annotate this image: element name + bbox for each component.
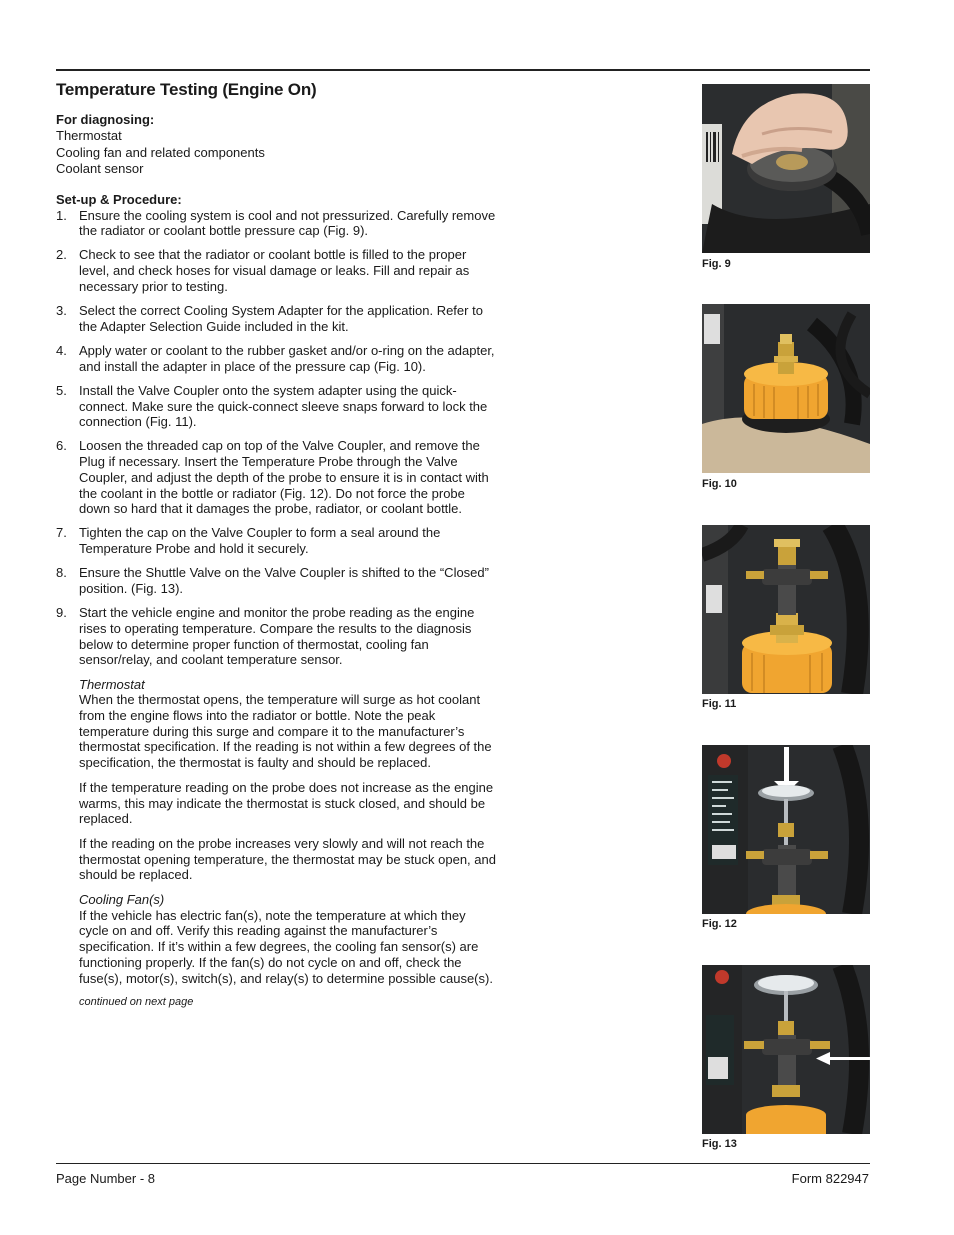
step-text: Tighten the cap on the Valve Coupler to form a seal around the Temperature Probe and hold it securely.: [79, 525, 441, 557]
top-rule: [56, 69, 870, 71]
figure-9-caption: Fig. 9: [702, 258, 731, 270]
cooling-fan-paragraph: [79, 892, 496, 986]
step-number: 5.: [56, 382, 67, 398]
diagnosing-item: Cooling fan and related components: [56, 144, 265, 160]
step-text: Loosen the threaded cap on top of the Valve Coupler, and remove the Plug if necessary. Insert the Temperature Probe through the Valve Coupler, and adjust the depth of the probe to ensure it is in contact with the coolant in the bottle or radiator (Fig. 12). Do not force the probe down so hard that it damages the probe, radiator, or coolant bottle.: [79, 438, 489, 517]
thermostat-paragraph: If the reading on the probe increases very slowly and will not reach the thermostat opening temperature, the thermostat may be stuck open, and should be replaced.: [79, 835, 496, 883]
procedure-step: [56, 438, 496, 517]
figure-13-caption: Fig. 13: [702, 1138, 737, 1150]
figure-13-photo: [702, 965, 870, 1134]
step-number: 9.: [56, 605, 67, 621]
figure-9-photo: [702, 84, 870, 253]
thermostat-section: [56, 677, 496, 1011]
step-text: Ensure the cooling system is cool and not pressurized. Carefully remove the radiator or coolant bottle pressure cap (Fig. 9).: [79, 207, 496, 239]
cooling-fan-text: If the vehicle has electric fan(s), note the temperature at which they cycle on and off. Verify this reading against the manufacturer’s specification. If it’s within a few degrees, the cooling fan sensor(s) are functioning properly. If the fan(s) do not cycle on and off, check the fuse(s), motor(s), switch(s), and relay(s) to determine possible cause(s).: [79, 907, 493, 986]
temperature-probe-photo: [702, 745, 870, 914]
step-number: 3.: [56, 303, 67, 319]
step-number: 1.: [56, 207, 67, 223]
procedure-step: [56, 303, 496, 334]
diagnosing-list: [56, 128, 496, 178]
procedure-step: [56, 605, 496, 668]
procedure-step: [56, 565, 496, 596]
diagnosing-item: Thermostat: [56, 128, 122, 143]
procedure-step: [56, 383, 496, 430]
step-text: Apply water or coolant to the rubber gasket and/or o-ring on the adapter, and install the adapter in place of the pressure cap (Fig. 10).: [79, 342, 495, 374]
step-number: 2.: [56, 247, 67, 263]
step-number: 4.: [56, 342, 67, 358]
step-text: Ensure the Shuttle Valve on the Valve Coupler is shifted to the “Closed” position. (Fig. 13).: [79, 565, 489, 597]
step-text: Start the vehicle engine and monitor the probe reading as the engine rises to operating temperature. Compare the results to the diagnosis below to determine proper function of thermostat, cooling fan sensor/relay, and coolant temperature sensor.: [79, 605, 475, 668]
thermostat-paragraph: [79, 677, 496, 771]
thermostat-text: When the thermostat opens, the temperature will surge as hot coolant from the engine flows into the radiator or bottle. Note the peak temperature during this surge and compare it to the manufacturer’s thermostat specification. If the reading is not within a few degrees of the specification, the thermostat is faulty and should be replaced.: [79, 692, 492, 771]
step-number: 6.: [56, 438, 67, 454]
procedure-step: [56, 343, 496, 374]
procedure-heading: Set-up & Procedure:: [56, 191, 182, 207]
diagnosing-heading: For diagnosing:: [56, 112, 155, 127]
step-number: 7.: [56, 525, 67, 541]
thermostat-paragraph: If the temperature reading on the probe does not increase as the engine warms, this may indicate the thermostat is stuck closed, and should be replaced.: [79, 779, 494, 827]
bottom-rule: [56, 1163, 870, 1164]
procedure-step: [56, 208, 496, 239]
figure-10-photo: [702, 304, 870, 473]
form-number: Form 822947: [791, 1171, 869, 1186]
figure-11-caption: Fig. 11: [702, 698, 737, 710]
procedure-steps: [56, 208, 496, 669]
cap-removal-photo: [702, 84, 870, 253]
main-content: [56, 80, 496, 1011]
figure-10-caption: Fig. 10: [702, 478, 737, 490]
diagnosing-item: Coolant sensor: [56, 161, 144, 176]
cooling-fan-title: Cooling Fan(s): [79, 892, 165, 908]
page-title: Temperature Testing (Engine On): [56, 80, 317, 99]
valve-coupler-photo: [702, 525, 870, 694]
page-number: Page Number - 8: [56, 1171, 155, 1186]
thermostat-title: Thermostat: [79, 676, 145, 692]
procedure-step: [56, 247, 496, 294]
continued-note: continued on next page: [79, 996, 194, 1009]
shuttle-valve-photo: [702, 965, 870, 1134]
step-text: Check to see that the radiator or coolant bottle is filled to the proper level, and check hoses for visual damage or leaks. Fill and repair as necessary prior to testing.: [79, 247, 470, 294]
step-text: Install the Valve Coupler onto the system adapter using the quick-connect. Make sure the quick-connect sleeve snaps forward to lock the connection (Fig. 11).: [79, 382, 488, 430]
step-text: Select the correct Cooling System Adapter for the application. Refer to the Adapter Selection Guide included in the kit.: [79, 303, 483, 334]
step-number: 8.: [56, 565, 67, 581]
figure-12-caption: Fig. 12: [702, 918, 737, 930]
adapter-installed-photo: [702, 304, 870, 473]
figure-12-photo: [702, 745, 870, 914]
procedure-step: [56, 525, 496, 556]
figure-11-photo: [702, 525, 870, 694]
